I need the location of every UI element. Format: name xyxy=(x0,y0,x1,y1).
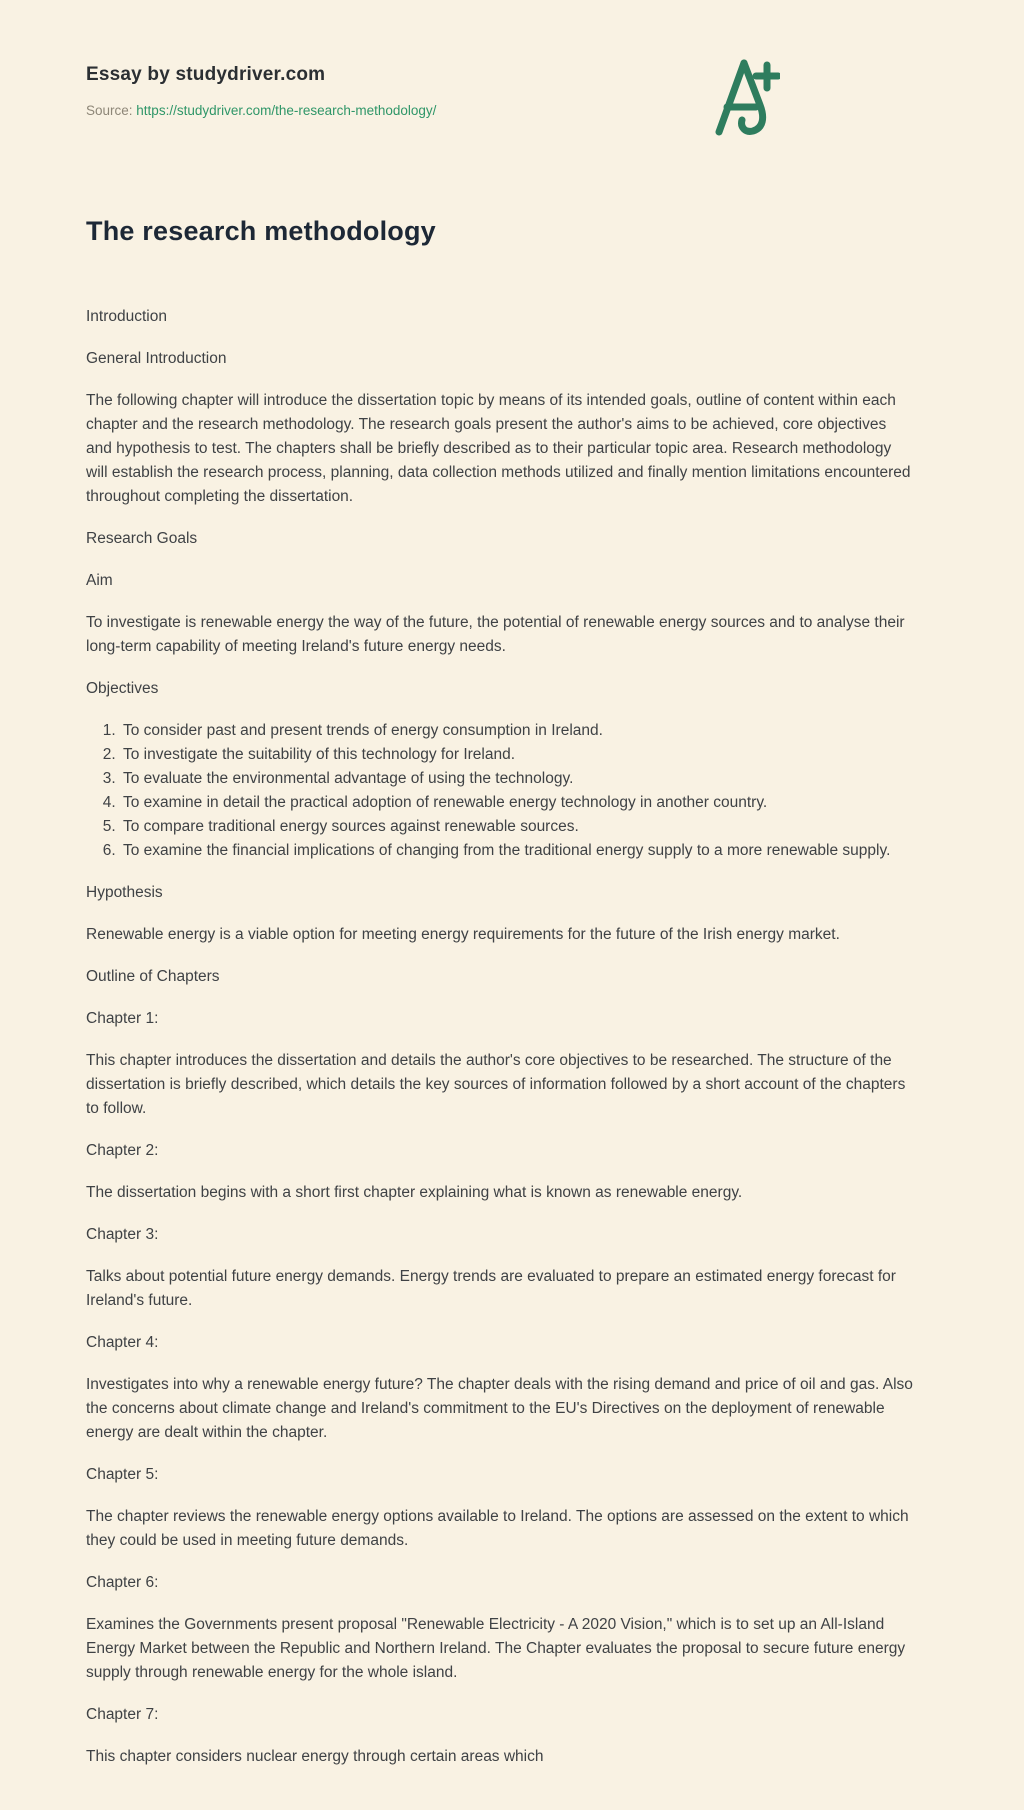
chapter-label: Chapter 2: xyxy=(86,1142,159,1159)
chapter-label: Chapter 4: xyxy=(86,1334,159,1351)
section-label: Objectives xyxy=(86,680,159,697)
body-paragraph: This chapter considers nuclear energy through certain areas which xyxy=(86,1748,544,1765)
article-title: The research methodology xyxy=(86,216,436,246)
objective-item: 1. To consider past and present trends of energy consumption in Ireland. xyxy=(120,719,916,743)
section-label: Introduction xyxy=(86,308,167,325)
source-line xyxy=(86,103,916,118)
body-paragraph: Investigates into why a renewable energy future? The chapter deals with the rising demand and price of oil and gas. Also the concerns about climate change and Ireland's commitment to the EU's Directives on the deployment of renewable energy are dealt within the chapter. xyxy=(86,1376,913,1441)
objective-item: 4. To examine in detail the practical adoption of renewable energy technology in another country. xyxy=(120,791,916,815)
source-label: Source: xyxy=(86,103,133,118)
section-label: General Introduction xyxy=(86,350,227,367)
body-paragraph: To investigate is renewable energy the way of the future, the potential of renewable energy sources and to analyse their long-term capability of meeting Ireland's future energy needs. xyxy=(86,614,905,655)
page-header xyxy=(86,64,916,118)
chapter-label: Chapter 7: xyxy=(86,1706,159,1723)
section-label: Research Goals xyxy=(86,530,198,547)
section-label: Hypothesis xyxy=(86,884,163,901)
article xyxy=(86,216,916,1769)
objective-item: 5. To compare traditional energy sources against renewable sources. xyxy=(120,815,916,839)
body-paragraph: This chapter introduces the dissertation and details the author's core objectives to be researched. The structure of the dissertation is briefly described, which details the key sources of information followed by a short account of the chapters to follow. xyxy=(86,1052,906,1117)
chapter-label: Chapter 1: xyxy=(86,1010,159,1027)
body-paragraph: The chapter reviews the renewable energy options available to Ireland. The options are assessed on the extent to which they could be used in meeting future demands. xyxy=(86,1508,909,1549)
objectives-list xyxy=(86,719,916,863)
source-link[interactable]: https://studydriver.com/the-research-methodology/ xyxy=(136,103,437,118)
body-paragraph: The following chapter will introduce the dissertation topic by means of its intended goals, outline of content within each chapter and the research methodology. The research goals present the author's aims to be achieved, core objectives and hypothesis to test. The chapters shall be briefly described as to their particular topic area. Research methodology will establish the research process, planning, data collection methods utilized and finally mention limitations encountered throughout completing the dissertation. xyxy=(86,392,911,505)
objective-item: 3. To evaluate the environmental advantage of using the technology. xyxy=(120,767,916,791)
studydriver-logo-icon xyxy=(714,56,782,138)
body-paragraph: The dissertation begins with a short first chapter explaining what is known as renewable energy. xyxy=(86,1184,743,1201)
page-container xyxy=(86,0,916,1769)
chapter-label: Chapter 5: xyxy=(86,1466,159,1483)
section-label: Outline of Chapters xyxy=(86,968,220,985)
article-body xyxy=(86,305,916,1769)
body-paragraph: Renewable energy is a viable option for meeting energy requirements for the future of the Irish energy market. xyxy=(86,926,840,943)
chapter-label: Chapter 3: xyxy=(86,1226,159,1243)
objective-item: 6. To examine the financial implications of changing from the traditional energy supply to a more renewable supply. xyxy=(120,839,916,863)
chapter-label: Chapter 6: xyxy=(86,1574,159,1591)
body-paragraph: Examines the Governments present proposal "Renewable Electricity - A 2020 Vision," which is to set up an All-Island Energy Market between the Republic and Northern Ireland. The Chapter evaluates the proposal to secure future energy supply through renewable energy for the whole island. xyxy=(86,1616,906,1681)
objective-item: 2. To investigate the suitability of this technology for Ireland. xyxy=(120,743,916,767)
body-paragraph: Talks about potential future energy demands. Energy trends are evaluated to prepare an estimated energy forecast for Ireland's future. xyxy=(86,1268,896,1309)
header-title: Essay by studydriver.com xyxy=(86,64,326,85)
section-label: Aim xyxy=(86,572,113,589)
